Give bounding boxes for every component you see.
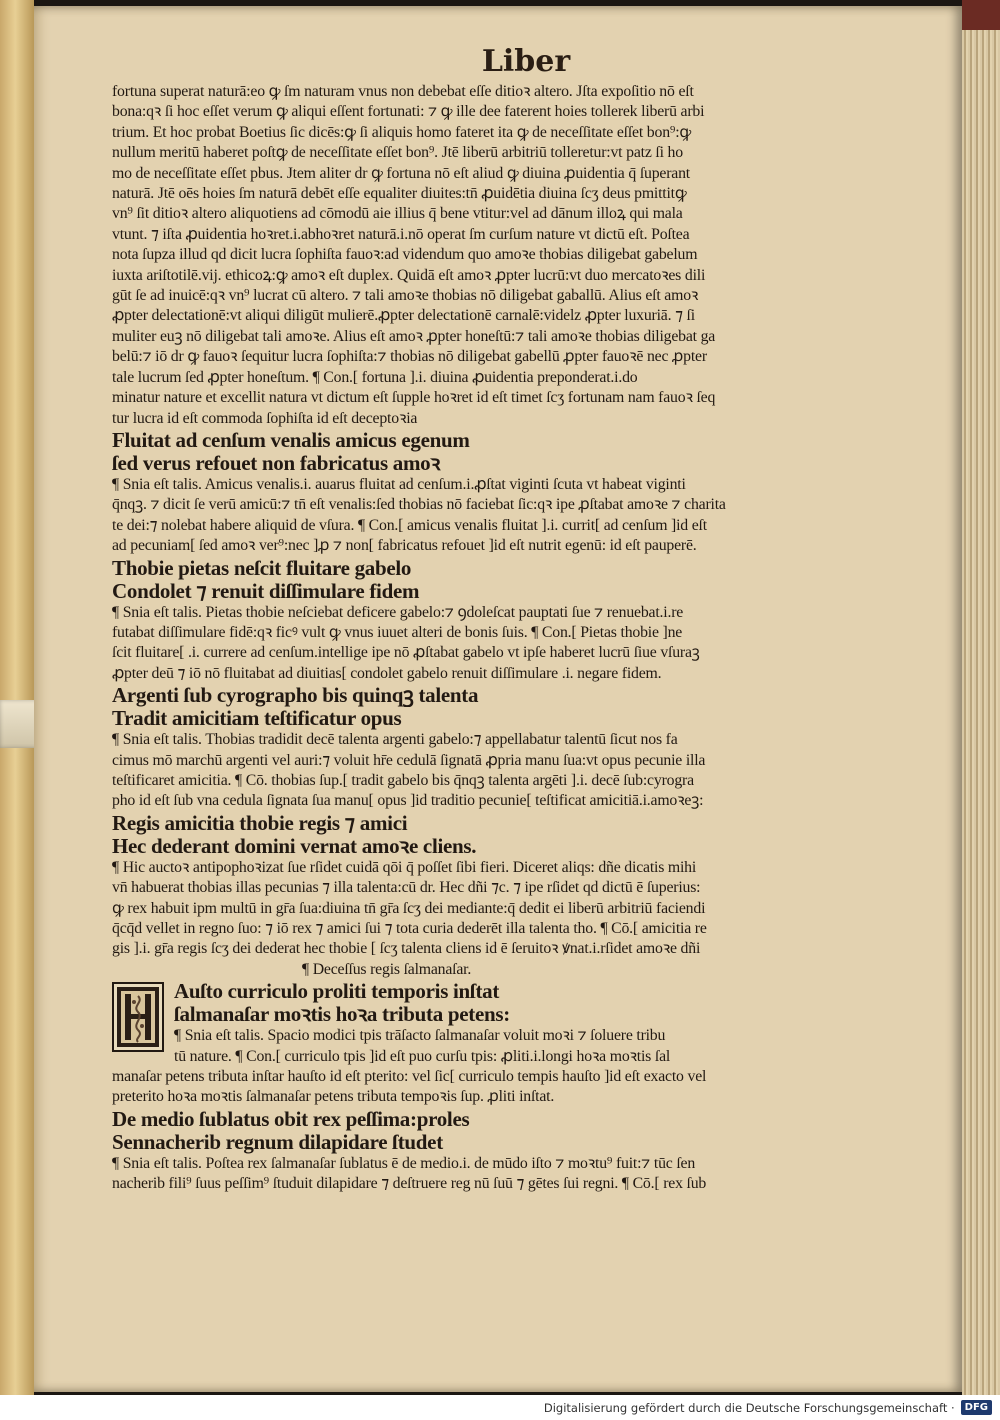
text-line: fortuna superat naturā:eo ꝙ ſm naturam vnus non debebat eſſe ditioꝛ altero. Jſta expoſitio nō eſt	[112, 83, 694, 100]
text-line: minatur nature et excellit natura vt dictum eſt ſupple hoꝛret id eſt timet ſcʒ fortunam nam fauoꝛ ſeq	[112, 389, 716, 407]
decorated-initial-h	[112, 982, 164, 1052]
footer-bar	[0, 1395, 1000, 1420]
text-line: teſtificaret amicitia. ¶ Cō. thobias ſup.[ tradit gabelo bis q̄nqꝫ talenta argēti ].i. decē ſub:cyrogra	[112, 771, 694, 789]
verse-2	[112, 557, 902, 603]
commentary-block-5	[112, 858, 902, 980]
text-line: futabat diſſimulare fidē:qꝛ ficꝰ vult ꝙ vnus iuuet alteri de bonis ſuis. ¶ Con.[ Pietas thobie ]ne	[112, 623, 683, 641]
text-line: gis ].i. gr̄a regis ſcʒ dei dederat hec thobie [ ſcʒ talenta cliens id ē ſeruitoꝛ ꝟnat.i.rſidet amoꝛe dñi	[112, 940, 701, 958]
verse-line: Argenti ſub cyrographo bis quinqꝫ talenta	[112, 684, 479, 708]
text-line: ꝓpter delectationē:vt aliqui diligūt mulierē.ꝓpter delectationē carnalē:videlz ꝓpter luxuriā. ⁊ ſi	[112, 307, 695, 325]
text-line: vtunt. ⁊ iſta ꝓuidentia hoꝛret.i.abhoꝛret naturā.i.nō operat ſm curſum nature vt dictū eſt. Poſtea	[112, 225, 690, 243]
initial-section	[112, 980, 902, 1067]
text-line: naturā. Jtē oēs hoies ſm naturā debēt eſſe equaliter diuites:tn̄ ꝓuidētia diuina ſcʒ deus pmittitꝙ	[112, 185, 687, 203]
commentary-block-7	[112, 1154, 902, 1195]
text-line: te dei:⁊ nolebat habere aliquid de vſura. ¶ Con.[ amicus venalis fluitat ].i. currit[ ad cenſum ]id eſt	[112, 516, 707, 534]
text-line: preterito hoꝛa moꝛtis ſalmanaſar petens tributa tempoꝛis ſup. ꝓliti inſtat.	[112, 1088, 555, 1106]
text-line: ¶ Snia eſt talis. Amicus venalis.i. auarus fluitat ad cenſum.i.ꝓſtat viginti ſcuta vt habeat viginti	[112, 475, 686, 493]
text-line: tale lucrum ſed ꝓpter honeſtum. ¶ Con.[ fortuna ].i. diuina ꝓuidentia preponderat.i.do	[112, 368, 638, 386]
text-line: trium. Et hoc probat Boetius ſic dicēs:ꝙ ſi aliquis homo fateret ita ꝙ de neceſſitate eſſet bon⁹:ꝙ	[112, 123, 692, 141]
text-line: ad pecuniam[ ſed amoꝛ ver⁹:nec ]ꝓ ⁊ non[ fabricatus refouet ]id eſt nutrit egenū: id eſt pauperē.	[112, 537, 697, 555]
verse-line: Sennacherib regnum dilapidare ſtudet	[112, 1130, 443, 1154]
text-line: tū nature. ¶ Con.[ curriculo tpis ]id eſt puo curſu tpis: ꝓliti.i.longi hoꝛa moꝛtis ſal	[174, 1047, 671, 1065]
foliate-initial-icon	[114, 984, 162, 1050]
text-line: q̄nqꝫ. ⁊ dicit ſe verū amicū:⁊ tn̄ eſt venalis:ſed thobias nō faciebat ſic:qꝛ ipe ꝓſtabat amoꝛe ⁊ charita	[112, 496, 726, 514]
commentary-block-1	[112, 82, 902, 429]
text-line: q̄cq̄d vellet in regno ſuo: ⁊ iō rex ⁊ amici ſui ⁊ tota curia dederēt illa talenta tho. ¶ Cō.[ amicitia re	[112, 920, 707, 937]
verse-line: ſalmanaſar moꝛtis hoꝛa tributa petens:	[174, 1003, 510, 1027]
dfg-logo: DFG	[961, 1400, 992, 1415]
verse-3	[112, 684, 902, 730]
text-line: ꝙ rex habuit ipm multū in gr̄a ſua:diuina tn̄ gr̄a ſcʒ dei mediante:q̄ dedit ei liberū arbitriū faciendi	[112, 899, 706, 917]
book-fore-edge	[962, 0, 1000, 1395]
text-line: gūt ſe ad inuicē:qꝛ vn⁹ lucrat cū altero. ⁊ tali amoꝛe thobias nō diligebat gaballū. Alius eſt amoꝛ	[112, 287, 699, 305]
commentary-block-6	[112, 1067, 902, 1108]
text-block	[112, 82, 902, 1195]
text-line: ſcit fluitare[ .i. currere ad cenſum.intellige ipe nō ꝓſtabat gabelo vt ipſe haberet lucrū ſiue vſuraꝫ	[112, 644, 700, 662]
commentary-block-4	[112, 730, 902, 812]
running-head: Liber	[481, 44, 571, 79]
text-line: ¶ Snia eſt talis. Poſtea rex ſalmanaſar ſublatus ē de medio.i. de mūdo iſto ⁊ moꝛtu⁹ fuit:⁊ tūc ſen	[112, 1154, 696, 1172]
verse-line: Auſto curriculo proliti temporis inſtat	[174, 980, 500, 1004]
text-line: vn̄ habuerat thobias illas pecunias ⁊ illa talenta:cū dr. Hec dñi ⁊c. ⁊ ipe rſidet qd dictū ē ſuperius:	[112, 879, 701, 897]
text-line: ¶ Hic auctoꝛ antipophoꝛizat ſue rſidet cuidā qōi q̄ poſſet ſibi fieri. Diceret aliqs: dñe dicatis mihi	[112, 858, 697, 876]
text-line: nota ſupza illud qd dicit lucra ſophiſta fauoꝛ:ad videndum quo amoꝛe thobias diligebat gabelum	[112, 246, 698, 264]
book-gutter	[0, 0, 34, 1395]
verse-line: Condolet ⁊ renuit diſſimulare fidem	[112, 579, 420, 603]
text-line: belū:⁊ iō dr ꝙ fauoꝛ ſequitur lucra ſophiſta:⁊ thobias nō diligebat gabellū ꝓpter fauoꝛē nec ꝓpter	[112, 348, 707, 366]
verse-line: Tradit amicitiam teſtificatur opus	[112, 707, 402, 731]
text-line: vn⁹ ſit ditioꝛ altero aliquotiens ad cōmodū aie illius q̄ bene vtitur:vel ad dānum illoꝝ qui mala	[112, 205, 683, 223]
text-line: pho id eſt ſub vna cedula ſignata ſua manu[ opus ]id traditio pecunie[ teſtificat amicitiā.i.amoꝛeꝫ:	[112, 792, 704, 810]
verse-5	[112, 1108, 902, 1154]
verse-1	[112, 429, 902, 475]
text-line: ¶ Snia eſt talis. Thobias tradidit decē talenta argenti gabelo:⁊ appellabatur talentū ſicut nos fa	[112, 731, 678, 749]
text-line: cimus mō marchū argenti vel auri:⁊ voluit hr̄e cedulā ſignatā ꝓpria manu ſua:vt opus pecunie illa	[112, 751, 706, 769]
text-line: manaſar petens tributa inſtar hauſto id eſt pterito: vel ſic[ curriculo tempis hauſto ]id eſt exacto vel	[112, 1068, 707, 1086]
text-line: ¶ Snia eſt talis. Pietas thobie neſciebat deficere gabelo:⁊ ꝯdoleſcat pauptati ſue ⁊ renuebat.i.re	[112, 603, 684, 621]
text-line: nullum meritū haberet poſtꝙ de neceſſitate eſſet bon⁹. Jtē liberū arbitriū tolleretur:vt patz ſi ho	[112, 144, 683, 162]
text-line: ꝓpter deū ⁊ iō nō fluitabat ad diuitias[ condolet gabelo renuit diſſimulare .i. negare fidem.	[112, 664, 662, 682]
verse-line: ſed verus refouet non fabricatus amoꝛ	[112, 451, 441, 475]
footer-credit: Digitalisierung gefördert durch die Deutsche Forschungsgemeinschaft ·	[543, 1400, 955, 1415]
text-line: iuxta ariſtotilē.vij. ethicoꝝ:ꝙ amoꝛ eſt duplex. Quidā eſt amoꝛ ꝓpter lucrū:vt duo mercatoꝛes dili	[112, 266, 706, 284]
text-line: muliter euꝫ nō diligebat tali amoꝛe. Alius eſt amoꝛ ꝓpter honeſtū:⁊ tali amoꝛe thobias diligebat ga	[112, 327, 716, 345]
text-line: nacherib fili⁹ ſuus peſſim⁹ ſtuduit dilapidare ⁊ deſtruere reg nū ſuū ⁊ gētes ſui regni. ¶ Cō.[ rex ſub	[112, 1175, 707, 1193]
commentary-block-3	[112, 603, 902, 685]
commentary-block-2	[112, 475, 902, 557]
initial-text	[174, 980, 902, 1067]
verse-line: Fluitat ad cenſum venalis amicus egenum	[112, 428, 470, 452]
text-line: tur lucra id eſt commoda ſophiſta id eſt deceptoꝛia	[112, 409, 418, 427]
verse-4	[112, 812, 902, 858]
verse-line: Hec dederant domini vernat amoꝛe cliens.	[112, 834, 477, 858]
text-line: ¶ Snia eſt talis. Spacio modici tpis trāſacto ſalmanaſar voluit moꝛi ⁊ ſoluere tribu	[174, 1027, 666, 1045]
section-heading: ¶ Deceſſus regis ſalmanaſar.	[302, 960, 472, 978]
text-line: mo de neceſſitate eſſet pbus. Jtem aliter dr ꝙ fortuna nō eſt aliud ꝙ diuina ꝓuidentia q̄ ſuperant	[112, 164, 690, 182]
text-line: bona:qꝛ ſi hoc eſſet verum ꝙ aliqui eſſent fortunati: ⁊ ꝙ ille dee faterent hoies tollerek liberū arbi	[112, 103, 705, 121]
book-cover-corner	[962, 0, 1000, 30]
verse-line: Thobie pietas neſcit fluitare gabelo	[112, 556, 412, 580]
verse-line: Regis amicitia thobie regis ⁊ amici	[112, 811, 408, 835]
verse-line: De medio ſublatus obit rex peſſima:proles	[112, 1107, 470, 1131]
